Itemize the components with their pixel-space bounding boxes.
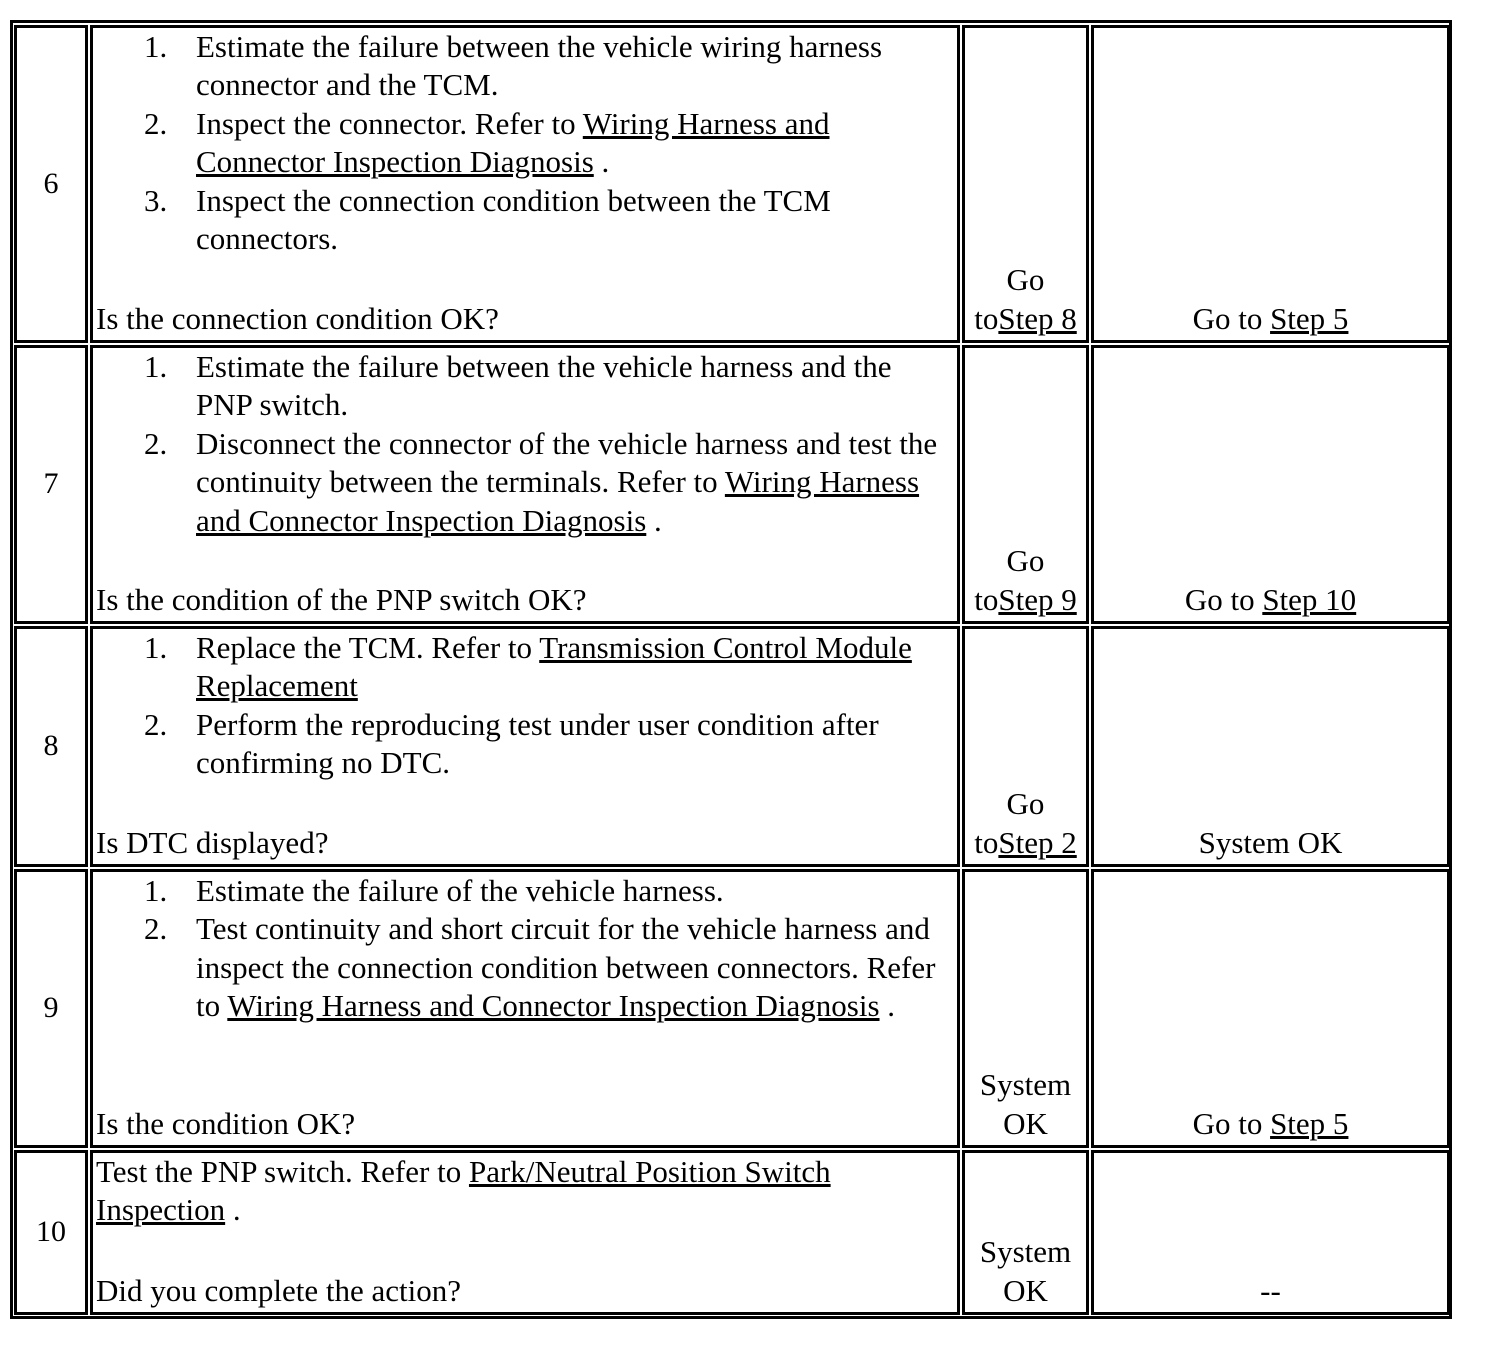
no-cell <box>1091 869 1450 1148</box>
instruction-text: Inspect the connector. Refer to <box>196 105 583 141</box>
action-item <box>96 182 957 259</box>
item-number: 1. <box>144 630 168 665</box>
step-number-cell <box>14 626 88 867</box>
yes-outcome <box>965 542 1086 619</box>
question-text: Is the condition of the PNP switch OK? <box>96 581 587 617</box>
yes-outcome <box>965 785 1086 862</box>
no-outcome <box>1185 581 1356 619</box>
action-list <box>96 348 957 540</box>
instruction-text: . <box>879 988 896 1024</box>
instruction-text: Inspect the connection condition between the TCM connectors. <box>196 182 831 257</box>
instruction-text: . <box>593 144 610 180</box>
item-number: 2. <box>144 911 168 947</box>
action-item <box>96 629 957 706</box>
no-prefix: Go to <box>1184 581 1263 617</box>
no-prefix: Go to <box>1192 300 1271 336</box>
reference-link[interactable]: Wiring Harness and Connector Inspection Diagnosis <box>196 105 830 180</box>
instruction-text: Disconnect the connector of the vehicle harness and test the continuity between the terminals. Refer to <box>196 425 938 500</box>
item-number: 2. <box>144 425 168 461</box>
step-number: 6 <box>43 166 59 200</box>
action-cell <box>90 869 960 1148</box>
yes-cell <box>962 25 1089 343</box>
step-link[interactable]: Step 9 <box>998 581 1077 617</box>
yes-prefix: Go to <box>974 543 1045 617</box>
item-number: 1. <box>144 873 168 908</box>
instruction-text: Replace the TCM. Refer to <box>196 630 540 665</box>
no-cell <box>1091 345 1450 624</box>
question-text: Is the condition OK? <box>96 1105 356 1141</box>
step-link[interactable]: Step 2 <box>998 824 1077 860</box>
step-number-cell <box>14 869 88 1148</box>
action-list <box>96 629 957 783</box>
item-number: 2. <box>144 105 168 141</box>
yes-text: System OK <box>979 1234 1072 1308</box>
action-list <box>96 28 957 258</box>
no-cell <box>1091 25 1450 343</box>
step-link[interactable]: Step 10 <box>1262 581 1357 617</box>
question-text: Is DTC displayed? <box>96 824 329 860</box>
reference-link[interactable]: Wiring Harness and Connector Inspection Diagnosis <box>196 464 920 538</box>
action-item <box>96 28 957 105</box>
yes-cell <box>962 345 1089 624</box>
yes-prefix: Go to <box>974 262 1045 336</box>
no-prefix: Go to <box>1192 1105 1271 1141</box>
question-text: Is the connection condition OK? <box>96 300 499 336</box>
no-text: -- <box>1260 1272 1281 1308</box>
step-link[interactable]: Step 8 <box>998 300 1077 336</box>
action-item <box>96 348 957 425</box>
step-number-cell <box>14 1150 88 1315</box>
step-number: 9 <box>43 991 59 1025</box>
instruction-text: . <box>646 502 662 538</box>
no-text: System OK <box>1198 824 1343 860</box>
item-number: 3. <box>144 182 168 218</box>
item-number: 1. <box>144 29 168 64</box>
question-text: Did you complete the action? <box>96 1272 461 1308</box>
yes-cell <box>962 1150 1089 1315</box>
step-number-cell <box>14 25 88 343</box>
yes-prefix: Go to <box>974 786 1045 860</box>
yes-cell <box>962 626 1089 867</box>
step-link[interactable]: Step 5 <box>1270 1105 1349 1141</box>
yes-cell <box>962 869 1089 1148</box>
step-number: 8 <box>43 729 59 763</box>
action-item <box>96 706 957 783</box>
instruction-text: Test continuity and short circuit for the vehicle harness and inspect the connection condition between connectors. Refer to <box>196 911 936 1024</box>
instruction-text: Estimate the failure between the vehicle harness and the PNP switch. <box>196 349 892 423</box>
action-cell <box>90 345 960 624</box>
action-cell <box>90 626 960 867</box>
action-item <box>96 105 957 182</box>
no-outcome <box>1193 1105 1349 1143</box>
action-item <box>96 425 957 540</box>
instruction-text: Estimate the failure of the vehicle harness. <box>196 873 724 908</box>
action-list <box>96 872 957 1026</box>
instruction-text: Estimate the failure between the vehicle wiring harness connector and the TCM. <box>196 29 883 103</box>
yes-outcome <box>965 261 1086 338</box>
instruction-text: Perform the reproducing test under user condition after confirming no DTC. <box>196 706 879 781</box>
item-number: 2. <box>144 706 168 742</box>
instruction-text: Test the PNP switch. Refer to <box>96 1154 469 1189</box>
action-cell <box>90 25 960 343</box>
reference-link[interactable]: Transmission Control Module Replacement <box>196 630 912 704</box>
no-cell <box>1091 626 1450 867</box>
action-item <box>96 910 957 1025</box>
no-cell <box>1091 1150 1450 1315</box>
action-item <box>96 872 957 910</box>
step-number: 10 <box>36 1215 66 1249</box>
step-link[interactable]: Step 5 <box>1270 300 1349 336</box>
action-cell <box>90 1150 960 1315</box>
action-paragraph <box>96 1153 957 1230</box>
step-number-cell <box>14 345 88 624</box>
step-number: 7 <box>43 467 59 501</box>
no-outcome <box>1193 300 1349 338</box>
reference-link[interactable]: Wiring Harness and Connector Inspection Diagnosis <box>227 988 880 1024</box>
yes-text: System OK <box>979 1067 1072 1141</box>
instruction-text: . <box>225 1192 241 1228</box>
item-number: 1. <box>144 349 168 384</box>
reference-link[interactable]: Park/Neutral Position Switch Inspection <box>96 1154 831 1228</box>
